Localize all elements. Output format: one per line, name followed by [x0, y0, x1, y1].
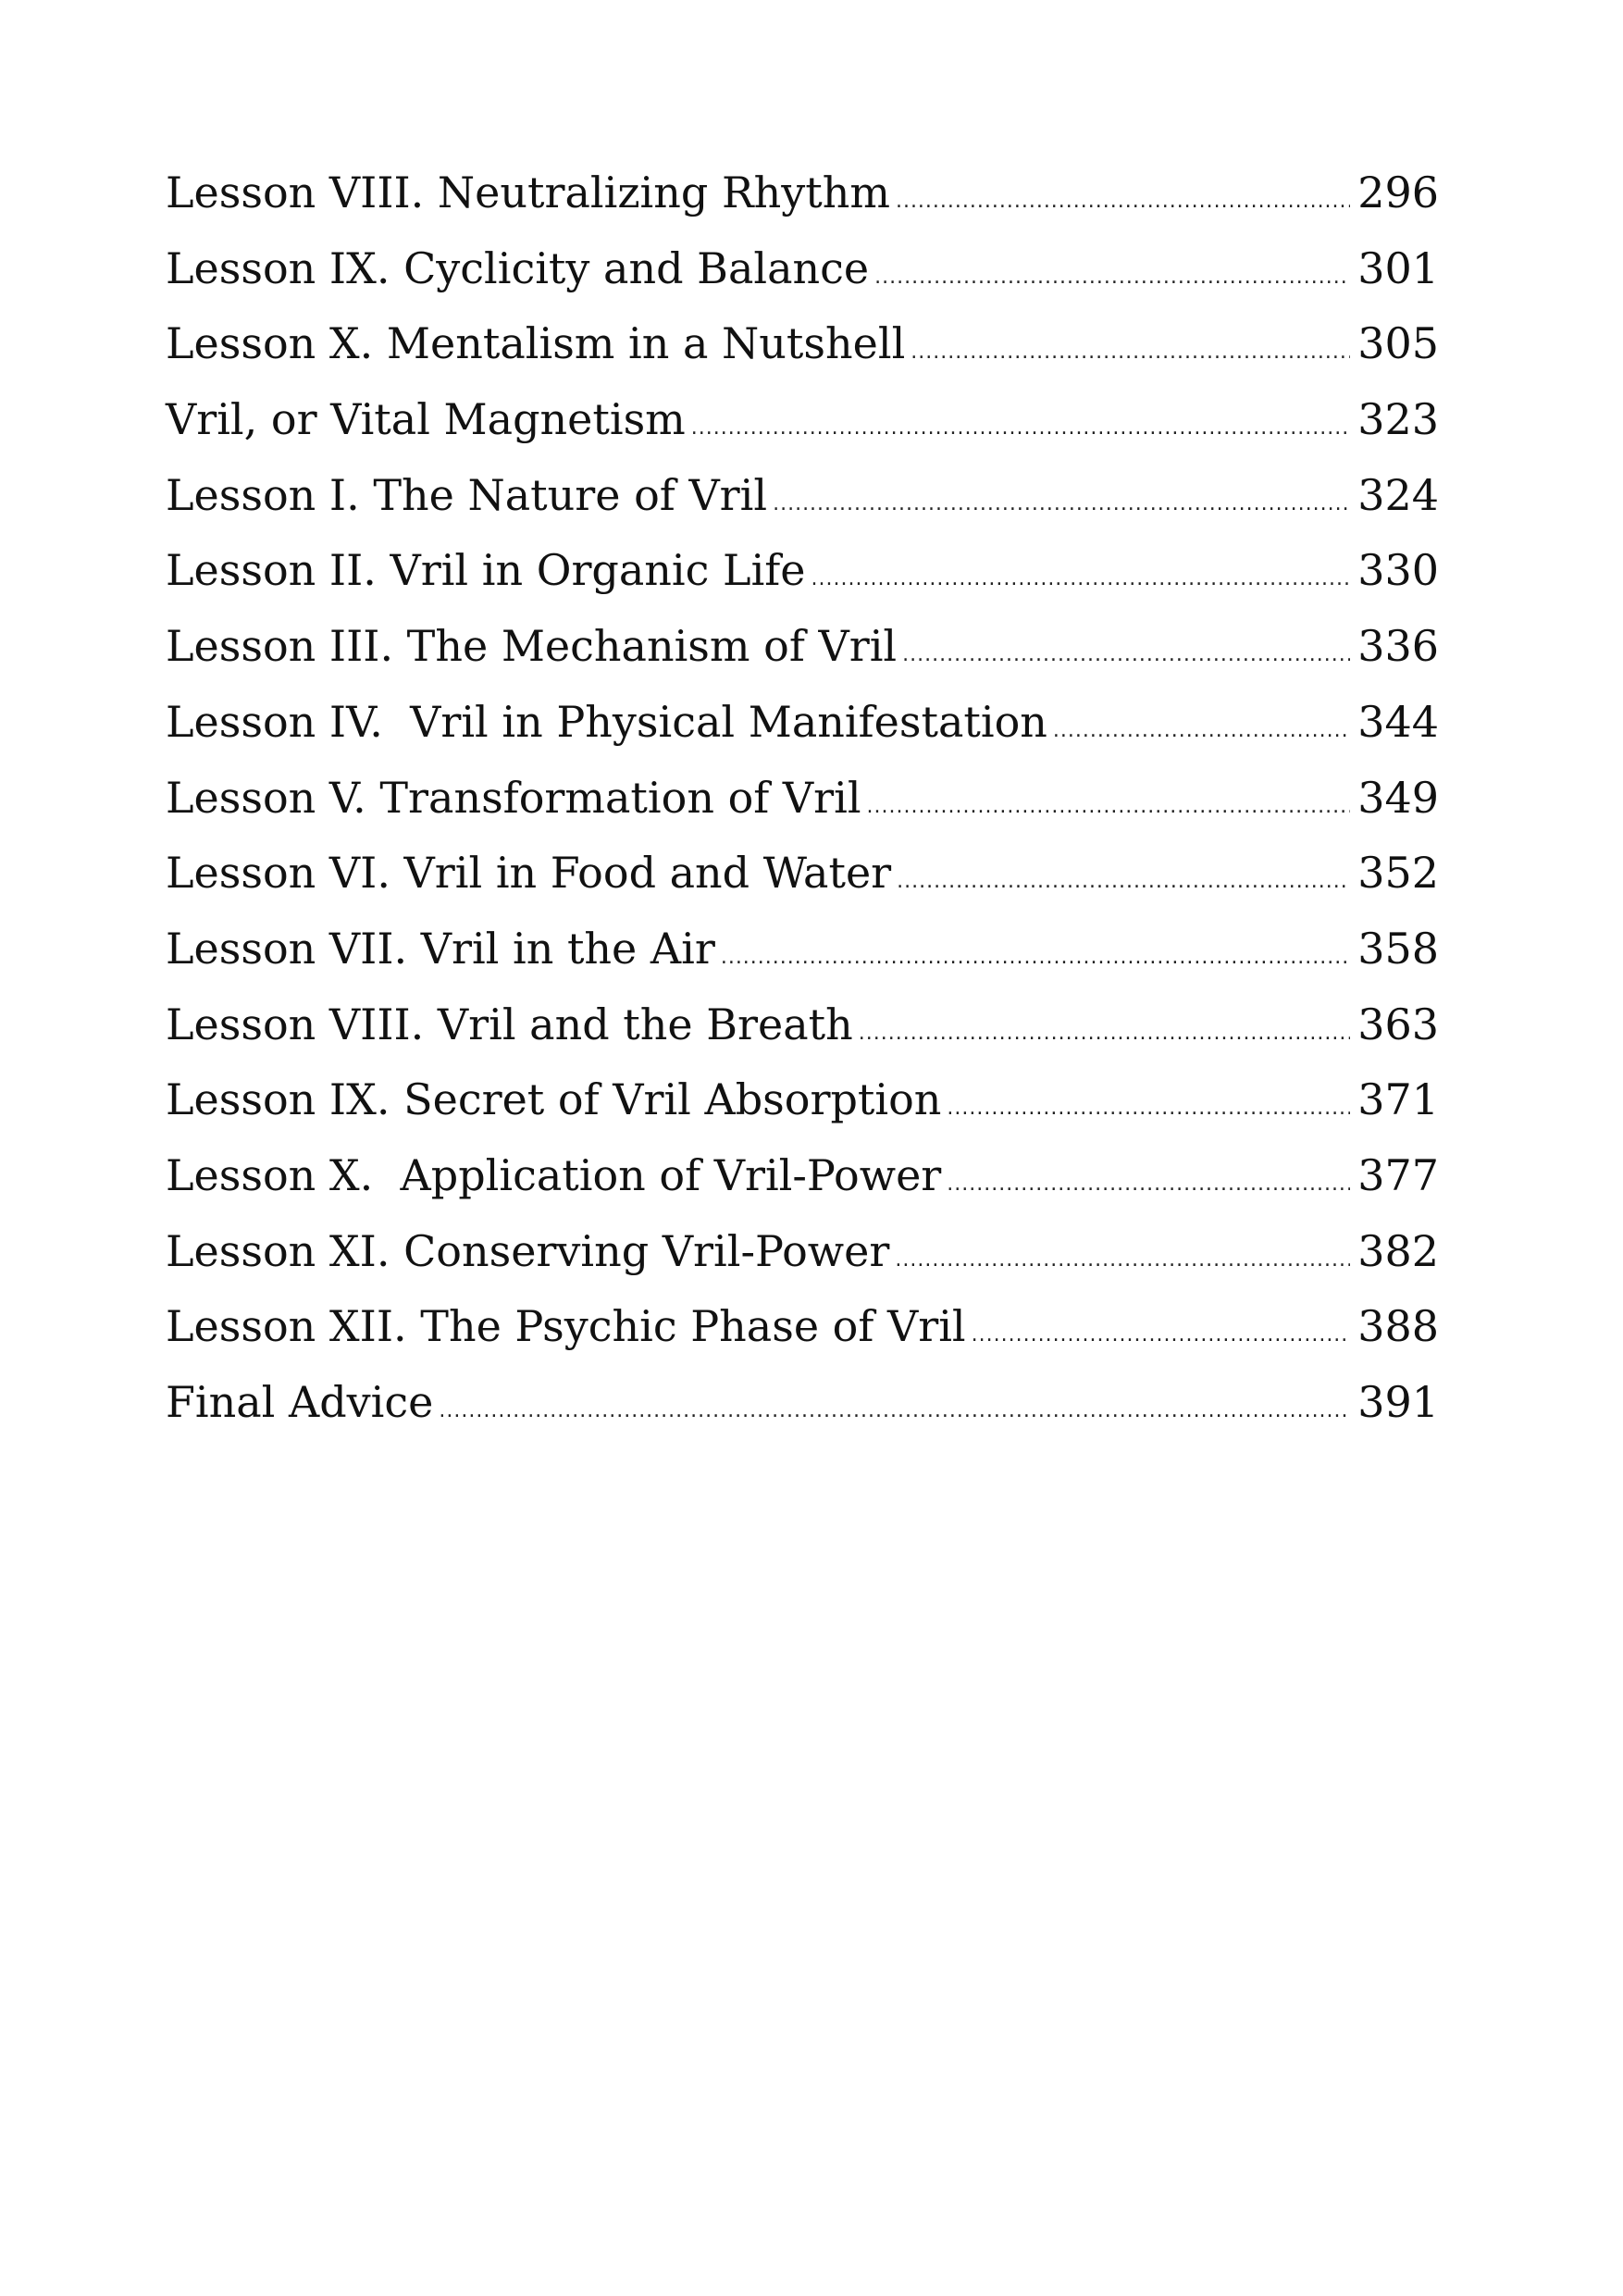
toc-entry [166, 1150, 1439, 1226]
toc-entry-page-number: 388 [1357, 1301, 1439, 1352]
toc-entry [166, 168, 1439, 243]
toc-entry [166, 773, 1439, 849]
dot-leader [812, 567, 1351, 590]
dot-leader [896, 190, 1350, 213]
toc-entry-title: Lesson XI. Conserving Vril-Power [166, 1225, 890, 1276]
toc-entry-title: Lesson X. Mentalism in a Nutshell [166, 318, 906, 369]
toc-entry-title: Lesson XII. The Psychic Phase of Vril [166, 1301, 966, 1352]
toc-entry-page-number: 296 [1357, 168, 1439, 217]
toc-entry-page-number: 324 [1357, 469, 1439, 520]
toc-entry [166, 1074, 1439, 1150]
toc-entry [166, 1226, 1439, 1302]
toc-entry-title: Lesson VI. Vril in Food and Water [166, 848, 892, 899]
toc-entry-page-number: 301 [1357, 242, 1439, 293]
toc-entry [166, 318, 1439, 394]
toc-entry [166, 470, 1439, 546]
toc-entry-title: Lesson IX. Cyclicity and Balance [166, 242, 870, 293]
toc-entry [166, 394, 1439, 470]
dot-leader [691, 416, 1350, 440]
toc-entry-page-number: 336 [1357, 621, 1439, 672]
dot-leader [859, 1022, 1350, 1045]
dot-leader [721, 946, 1350, 969]
toc-entry [166, 999, 1439, 1075]
toc-entry-page-number: 363 [1357, 999, 1439, 1049]
toc-entry-page-number: 377 [1357, 1149, 1439, 1200]
toc-entry-title: Lesson VIII. Vril and the Breath [166, 999, 853, 1049]
toc-entry [166, 1377, 1439, 1453]
dot-leader [902, 643, 1350, 666]
toc-entry [166, 848, 1439, 924]
toc-entry-page-number: 349 [1357, 772, 1439, 823]
toc-entry-page-number: 371 [1357, 1074, 1439, 1125]
toc-entry-title: Lesson V. Transformation of Vril [166, 772, 861, 823]
toc-entry [166, 243, 1439, 319]
table-of-contents [166, 168, 1439, 1453]
toc-entry-title: Lesson III. The Mechanism of Vril [166, 621, 898, 672]
toc-entry-title: Lesson I. The Nature of Vril [166, 469, 768, 520]
toc-entry-title: Lesson VIII. Neutralizing Rhythm [166, 168, 890, 217]
toc-entry-page-number: 344 [1357, 696, 1439, 747]
toc-entry [166, 1301, 1439, 1377]
dot-leader [911, 341, 1350, 364]
toc-entry-page-number: 305 [1357, 318, 1439, 369]
toc-entry-page-number: 330 [1357, 545, 1439, 596]
toc-entry-page-number: 358 [1357, 923, 1439, 974]
toc-entry-page-number: 382 [1357, 1225, 1439, 1276]
dot-leader [897, 870, 1350, 893]
toc-entry [166, 545, 1439, 621]
toc-entry-page-number: 323 [1357, 394, 1439, 445]
dot-leader [947, 1173, 1350, 1196]
dot-leader [895, 1248, 1350, 1272]
toc-entry-title: Lesson IV. Vril in Physical Manifestation [166, 696, 1047, 747]
toc-entry-title: Vril, or Vital Magnetism [166, 394, 686, 445]
toc-entry-title: Final Advice [166, 1377, 434, 1427]
toc-entry-page-number: 391 [1357, 1377, 1439, 1427]
toc-entry [166, 697, 1439, 773]
toc-entry-page-number: 352 [1357, 848, 1439, 899]
dot-leader [773, 492, 1350, 515]
toc-entry-title: Lesson II. Vril in Organic Life [166, 545, 806, 596]
toc-entry-title: Lesson IX. Secret of Vril Absorption [166, 1074, 942, 1125]
dot-leader [439, 1399, 1350, 1422]
toc-entry [166, 621, 1439, 697]
toc-entry-title: Lesson VII. Vril in the Air [166, 923, 715, 974]
dot-leader [1053, 719, 1350, 742]
dot-leader [972, 1323, 1351, 1347]
toc-entry-title: Lesson X. Application of Vril-Power [166, 1149, 942, 1200]
dot-leader [867, 795, 1351, 818]
dot-leader [874, 266, 1350, 289]
dot-leader [947, 1097, 1350, 1120]
toc-entry [166, 924, 1439, 999]
